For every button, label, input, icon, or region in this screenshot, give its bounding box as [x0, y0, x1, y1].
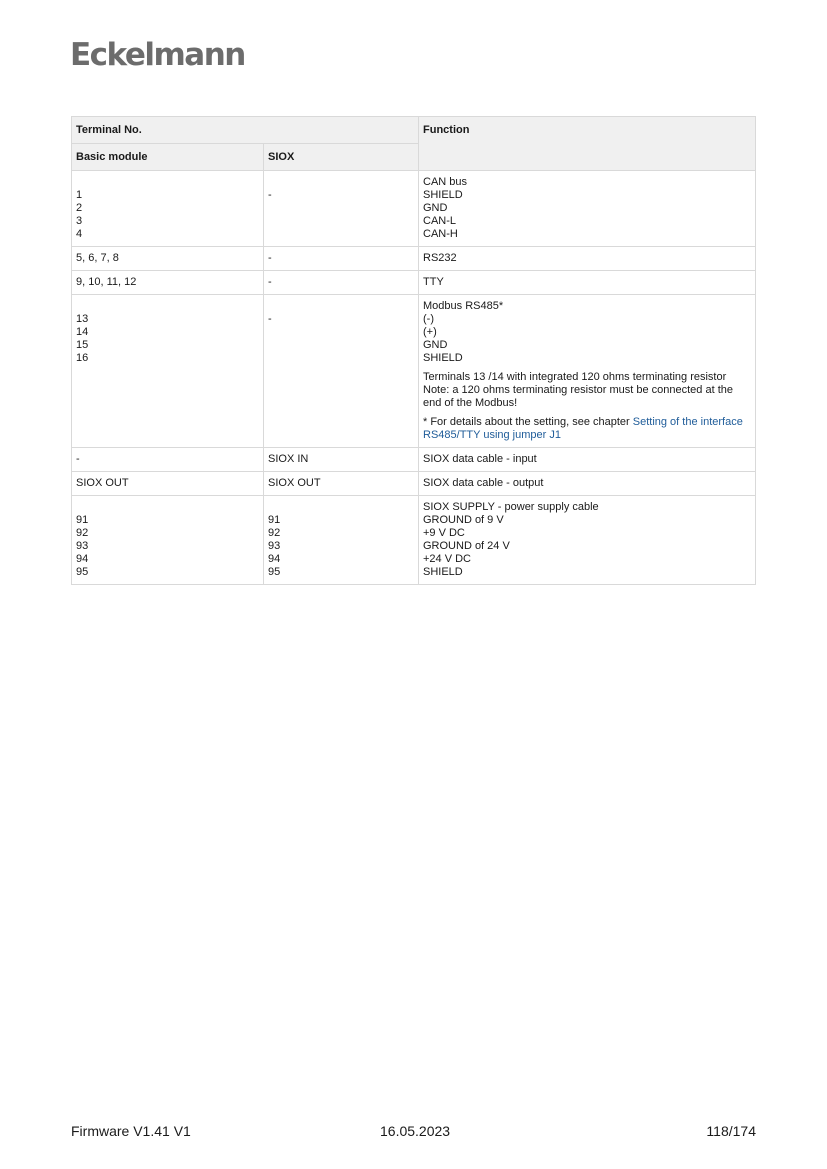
cell-line: SHIELD — [423, 566, 463, 578]
cell-line: GROUND of 9 V — [423, 514, 504, 526]
cell-function — [419, 496, 756, 585]
header-basic-module: Basic module — [72, 144, 264, 171]
cell-function: RS232 — [419, 247, 756, 271]
table-row — [72, 247, 756, 271]
cell-line: 14 — [76, 326, 89, 338]
header-siox: SIOX — [264, 144, 419, 171]
cell-line: CAN-H — [423, 228, 458, 240]
cell-siox: - — [264, 247, 419, 271]
cell-line: (-) — [423, 313, 434, 325]
cell-line: SHIELD — [423, 352, 463, 364]
cell-line: Modbus RS485* — [423, 300, 504, 312]
footer-firmware: Firmware V1.41 V1 — [71, 1123, 191, 1139]
terminating-resistor-note — [423, 371, 751, 410]
cell-line: 92 — [268, 527, 281, 539]
cell-function: TTY — [419, 271, 756, 295]
cell-line: 3 — [76, 215, 83, 227]
cell-function — [419, 171, 756, 247]
terminal-table — [71, 116, 756, 585]
cell-basic-module — [72, 496, 264, 585]
cell-line: 94 — [268, 553, 281, 565]
cell-basic-module: - — [72, 448, 264, 472]
cell-function: SIOX data cable - output — [419, 472, 756, 496]
cell-line — [76, 176, 259, 189]
cell-siox: - — [264, 271, 419, 295]
cell-siox — [264, 171, 419, 247]
cell-line: GROUND of 24 V — [423, 540, 510, 552]
cell-line — [268, 300, 414, 313]
cell-line: - — [268, 189, 272, 201]
table-row — [72, 271, 756, 295]
cell-line: 1 — [76, 189, 83, 201]
cell-basic-module: 9, 10, 11, 12 — [72, 271, 264, 295]
cell-line: 91 — [76, 514, 89, 526]
table-row — [72, 472, 756, 496]
cell-line: 4 — [76, 228, 83, 240]
cell-siox: SIOX OUT — [264, 472, 419, 496]
cell-line: GND — [423, 202, 448, 214]
footer-page-number: 118/174 — [706, 1123, 756, 1139]
setting-reference-note — [423, 416, 751, 442]
cell-line — [76, 300, 259, 313]
cell-line — [76, 501, 259, 514]
cell-line: +24 V DC — [423, 553, 471, 565]
cell-line: 93 — [76, 540, 89, 552]
eckelmann-logo: Eckelmann — [70, 37, 245, 73]
note-line: Note: a 120 ohms terminating resistor must be connected at the end of the Modbus! — [423, 384, 733, 409]
table-row — [72, 295, 756, 448]
cell-siox — [264, 496, 419, 585]
cell-line: 2 — [76, 202, 83, 214]
cell-basic-module: SIOX OUT — [72, 472, 264, 496]
note-line: Terminals 13 /14 with integrated 120 ohms terminating resistor — [423, 371, 727, 383]
cell-line: GND — [423, 339, 448, 351]
header-function: Function — [419, 117, 756, 171]
cell-line: SIOX SUPPLY - power supply cable — [423, 501, 599, 513]
cell-line: 95 — [268, 566, 281, 578]
cell-line: CAN-L — [423, 215, 457, 227]
cell-line — [268, 176, 414, 189]
header-terminal-no: Terminal No. — [72, 117, 419, 144]
cell-line: 91 — [268, 514, 281, 526]
cell-line: 94 — [76, 553, 89, 565]
footer-date: 16.05.2023 — [380, 1123, 451, 1139]
table-row — [72, 496, 756, 585]
cell-line: 13 — [76, 313, 89, 325]
cell-siox: SIOX IN — [264, 448, 419, 472]
cell-function: SIOX data cable - input — [419, 448, 756, 472]
cell-line: 92 — [76, 527, 89, 539]
cell-basic-module — [72, 295, 264, 448]
cell-line: 15 — [76, 339, 89, 351]
cell-line — [268, 501, 414, 514]
cell-line: - — [268, 313, 272, 325]
cell-line: 16 — [76, 352, 89, 364]
table-row — [72, 171, 756, 247]
cell-line: 93 — [268, 540, 281, 552]
cell-line: 95 — [76, 566, 89, 578]
cell-basic-module — [72, 171, 264, 247]
cell-line: CAN bus — [423, 176, 468, 188]
cell-basic-module: 5, 6, 7, 8 — [72, 247, 264, 271]
chapter-link-rs485-tty[interactable]: Setting of the interface RS485/TTY using jumper J1 — [423, 416, 743, 441]
cell-function — [419, 295, 756, 448]
cell-line: (+) — [423, 326, 437, 338]
cell-line: SHIELD — [423, 189, 463, 201]
table-header-row — [72, 117, 756, 144]
table-row — [72, 448, 756, 472]
cell-line: +9 V DC — [423, 527, 465, 539]
cell-siox — [264, 295, 419, 448]
note-text: * For details about the setting, see chapter — [423, 416, 633, 428]
